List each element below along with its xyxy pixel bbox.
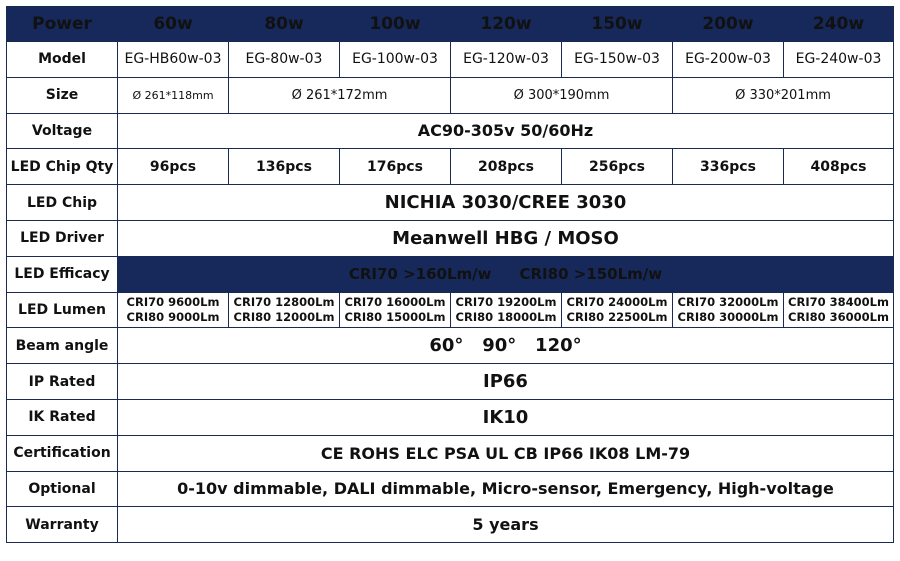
- size-cell: Ø 261*172mm: [229, 78, 451, 114]
- lumen-cri70: CRI70 12800Lm: [233, 294, 335, 309]
- model-cell: EG-200w-03: [673, 42, 784, 78]
- lumen-cri80: CRI80 12000Lm: [233, 309, 335, 324]
- beam-row: [6, 328, 894, 364]
- header-power-200w: 200w: [673, 6, 784, 42]
- lumen-cri70: CRI70 16000Lm: [344, 294, 446, 309]
- lumen-cri80: CRI80 36000Lm: [788, 309, 889, 324]
- header-power-120w: 120w: [451, 6, 562, 42]
- cert-row: [6, 436, 894, 472]
- lumen-cell: [673, 293, 784, 329]
- header-power-240w: 240w: [784, 6, 894, 42]
- driver-row: [6, 221, 894, 257]
- chip-qty-cell: 336pcs: [673, 149, 784, 185]
- warranty-row: [6, 507, 894, 543]
- ik-row: [6, 400, 894, 436]
- chip-qty-cell: 256pcs: [562, 149, 673, 185]
- size-row: [6, 78, 894, 114]
- header-label: Power: [6, 6, 118, 42]
- lumen-cell: [784, 293, 894, 329]
- header-row: [6, 6, 894, 42]
- chip-value: NICHIA 3030/CREE 3030: [118, 185, 894, 221]
- chip-qty-cell: 96pcs: [118, 149, 229, 185]
- ip-row: [6, 364, 894, 400]
- chip-qty-cell: 176pcs: [340, 149, 451, 185]
- chip-qty-row: [6, 149, 894, 185]
- cert-label: Certification: [6, 436, 118, 472]
- chip-qty-cell: 408pcs: [784, 149, 894, 185]
- warranty-label: Warranty: [6, 507, 118, 543]
- ip-label: IP Rated: [6, 364, 118, 400]
- chip-qty-label: LED Chip Qty: [6, 149, 118, 185]
- size-cell: Ø 300*190mm: [451, 78, 673, 114]
- model-cell: EG-HB60w-03: [118, 42, 229, 78]
- efficacy-cri70: CRI70 >160Lm/w: [348, 265, 492, 284]
- model-cell: EG-150w-03: [562, 42, 673, 78]
- voltage-value: AC90-305v 50/60Hz: [118, 114, 894, 150]
- header-power-80w: 80w: [229, 6, 340, 42]
- optional-row: [6, 472, 894, 508]
- lumen-cell: [340, 293, 451, 329]
- lumen-cri70: CRI70 24000Lm: [566, 294, 668, 309]
- size-label: Size: [6, 78, 118, 114]
- lumen-cell: [229, 293, 340, 329]
- model-cell: EG-100w-03: [340, 42, 451, 78]
- model-cell: EG-240w-03: [784, 42, 894, 78]
- size-cell: Ø 330*201mm: [673, 78, 894, 114]
- efficacy-row: [6, 257, 894, 293]
- lumen-cri80: CRI80 30000Lm: [677, 309, 779, 324]
- beam-label: Beam angle: [6, 328, 118, 364]
- header-power-150w: 150w: [562, 6, 673, 42]
- lumen-label: LED Lumen: [6, 293, 118, 329]
- voltage-row: [6, 114, 894, 150]
- lumen-cell: [451, 293, 562, 329]
- model-cell: EG-120w-03: [451, 42, 562, 78]
- efficacy-cri80: CRI80 >150Lm/w: [519, 265, 663, 284]
- lumen-cri70: CRI70 38400Lm: [788, 294, 889, 309]
- voltage-label: Voltage: [6, 114, 118, 150]
- driver-value: Meanwell HBG / MOSO: [118, 221, 894, 257]
- lumen-cri80: CRI80 18000Lm: [455, 309, 557, 324]
- header-power-60w: 60w: [118, 6, 229, 42]
- ip-value: IP66: [118, 364, 894, 400]
- model-cell: EG-80w-03: [229, 42, 340, 78]
- spec-table: [6, 6, 894, 543]
- lumen-cri70: CRI70 19200Lm: [455, 294, 557, 309]
- lumen-row: [6, 293, 894, 329]
- cert-value: CE ROHS ELC PSA UL CB IP66 IK08 LM-79: [118, 436, 894, 472]
- model-row: [6, 42, 894, 78]
- chip-qty-cell: 208pcs: [451, 149, 562, 185]
- beam-value: 60° 90° 120°: [118, 328, 894, 364]
- optional-value: 0-10v dimmable, DALI dimmable, Micro-sensor, Emergency, High-voltage: [118, 472, 894, 508]
- chip-qty-cell: 136pcs: [229, 149, 340, 185]
- lumen-cri80: CRI80 22500Lm: [566, 309, 668, 324]
- optional-label: Optional: [6, 472, 118, 508]
- driver-label: LED Driver: [6, 221, 118, 257]
- ik-value: IK10: [118, 400, 894, 436]
- header-power-100w: 100w: [340, 6, 451, 42]
- size-cell: Ø 261*118mm: [118, 78, 229, 114]
- lumen-cell: [118, 293, 229, 329]
- lumen-cri70: CRI70 9600Lm: [126, 294, 220, 309]
- lumen-cri80: CRI80 9000Lm: [126, 309, 220, 324]
- efficacy-value: [118, 257, 894, 293]
- lumen-cri80: CRI80 15000Lm: [344, 309, 446, 324]
- lumen-cri70: CRI70 32000Lm: [677, 294, 779, 309]
- lumen-cell: [562, 293, 673, 329]
- chip-label: LED Chip: [6, 185, 118, 221]
- warranty-value: 5 years: [118, 507, 894, 543]
- efficacy-label: LED Efficacy: [6, 257, 118, 293]
- chip-row: [6, 185, 894, 221]
- ik-label: IK Rated: [6, 400, 118, 436]
- model-label: Model: [6, 42, 118, 78]
